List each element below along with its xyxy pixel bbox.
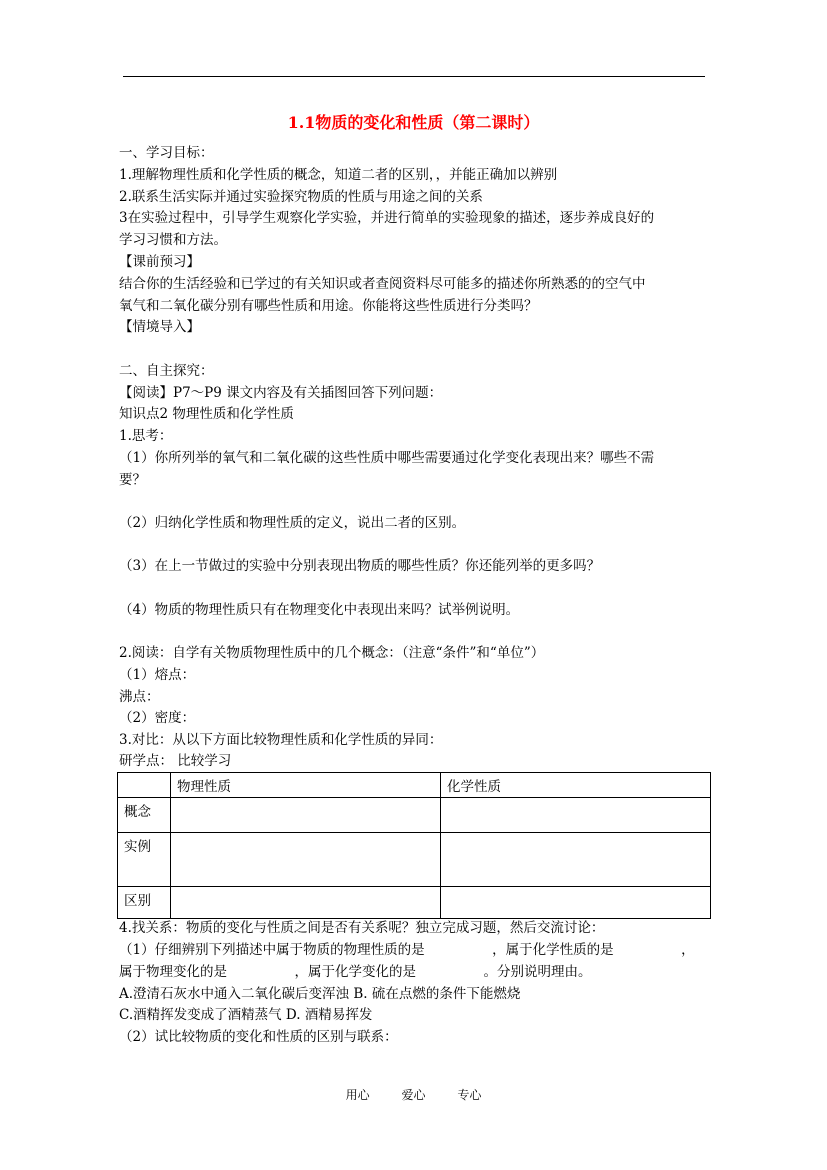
document-title: 1.1物质的变化和性质（第二课时） — [287, 113, 540, 132]
question-line: （4）物质的物理性质只有在物理变化中表现出来吗？试举例说明。 — [119, 602, 520, 618]
section-heading: 【情境导入】 — [119, 319, 200, 335]
table-row — [118, 798, 711, 833]
table-cell — [118, 773, 171, 798]
text-line: 研学点： 比较学习 — [119, 753, 232, 769]
section-heading: 二、自主探究： — [119, 363, 214, 379]
footer-text: 专心 — [457, 1088, 482, 1102]
table-row — [118, 833, 711, 887]
row-label: 区别 — [118, 887, 171, 919]
text-line: （1）熔点： — [119, 667, 196, 683]
table-cell — [171, 798, 441, 833]
table-cell — [171, 833, 441, 887]
text-line: 3.对比：从以下方面比较物理性质和化学性质的异同： — [119, 732, 443, 748]
text-line: 知识点2 物理性质和化学性质 — [119, 406, 294, 422]
text-line: 3在实验过程中，引导学生观察化学实验，并进行简单的实验现象的描述，逐步养成良好的 — [119, 210, 655, 226]
page-footer — [0, 1086, 827, 1103]
footer-text: 爱心 — [401, 1088, 426, 1102]
table-row — [118, 887, 711, 919]
text-line: 2.联系生活实际并通过实验探究物质的性质与用途之间的关系 — [119, 189, 483, 205]
text-line: 4.找关系：物质的变化与性质之间是否有关系呢？独立完成习题，然后交流讨论： — [119, 920, 605, 936]
question-line: 要？ — [119, 472, 146, 488]
option-line: C.酒精挥发变成了酒精蒸气 D. 酒精易挥发 — [119, 1007, 373, 1023]
question-line: （2）归纳化学性质和物理性质的定义，说出二者的区别。 — [119, 515, 466, 531]
text-line: （2）密度： — [119, 710, 196, 726]
table-cell — [441, 833, 711, 887]
text-line: 学习习惯和方法。 — [119, 232, 227, 248]
table-header-cell: 物理性质 — [171, 773, 441, 798]
text-line: 1.思考： — [119, 428, 173, 444]
question-line: （3）在上一节做过的实验中分别表现出物质的哪些性质？你还能列举的更多吗？ — [119, 558, 601, 574]
question-line: （1）仔细辨别下列描述中属于物质的物理性质的是 ，属于化学性质的是 ， — [119, 942, 695, 958]
text-line: 2.阅读：自学有关物质物理性质中的几个概念：（注意“条件”和“单位”） — [119, 645, 545, 661]
row-label: 实例 — [118, 833, 171, 887]
question-line: （2）试比较物质的变化和性质的区别与联系： — [119, 1029, 398, 1045]
text-line: 【阅读】P7～P9 课文内容及有关插图回答下列问题： — [119, 385, 443, 401]
table-header-cell: 化学性质 — [441, 773, 711, 798]
section-heading: 【课前预习】 — [119, 254, 200, 270]
header-rule — [123, 76, 705, 77]
row-label: 概念 — [118, 798, 171, 833]
table-header-row — [118, 773, 711, 798]
option-line: A.澄清石灰水中通入二氧化碳后变浑浊 B. 硫在点燃的条件下能燃烧 — [119, 986, 521, 1002]
section-heading: 一、学习目标： — [119, 145, 214, 161]
text-line: 氧气和二氧化碳分别有哪些性质和用途。你能将这些性质进行分类吗？ — [119, 298, 538, 314]
footer-text: 用心 — [345, 1088, 370, 1102]
comparison-table — [117, 772, 711, 919]
text-line: 沸点： — [119, 689, 160, 705]
text-line: 1.理解物理性质和化学性质的概念，知道二者的区别，，并能正确加以辨别 — [119, 167, 558, 183]
table-cell — [441, 798, 711, 833]
text-line: 结合你的生活经验和已学过的有关知识或者查阅资料尽可能多的描述你所熟悉的的空气中 — [119, 276, 646, 292]
question-line: （1）你所列举的氧气和二氧化碳的这些性质中哪些需要通过化学变化表现出来？哪些不需 — [119, 450, 655, 466]
question-line: 属于物理变化的是 ，属于化学变化的是 。分别说明理由。 — [119, 964, 592, 980]
table-cell — [171, 887, 441, 919]
table-cell — [441, 887, 711, 919]
